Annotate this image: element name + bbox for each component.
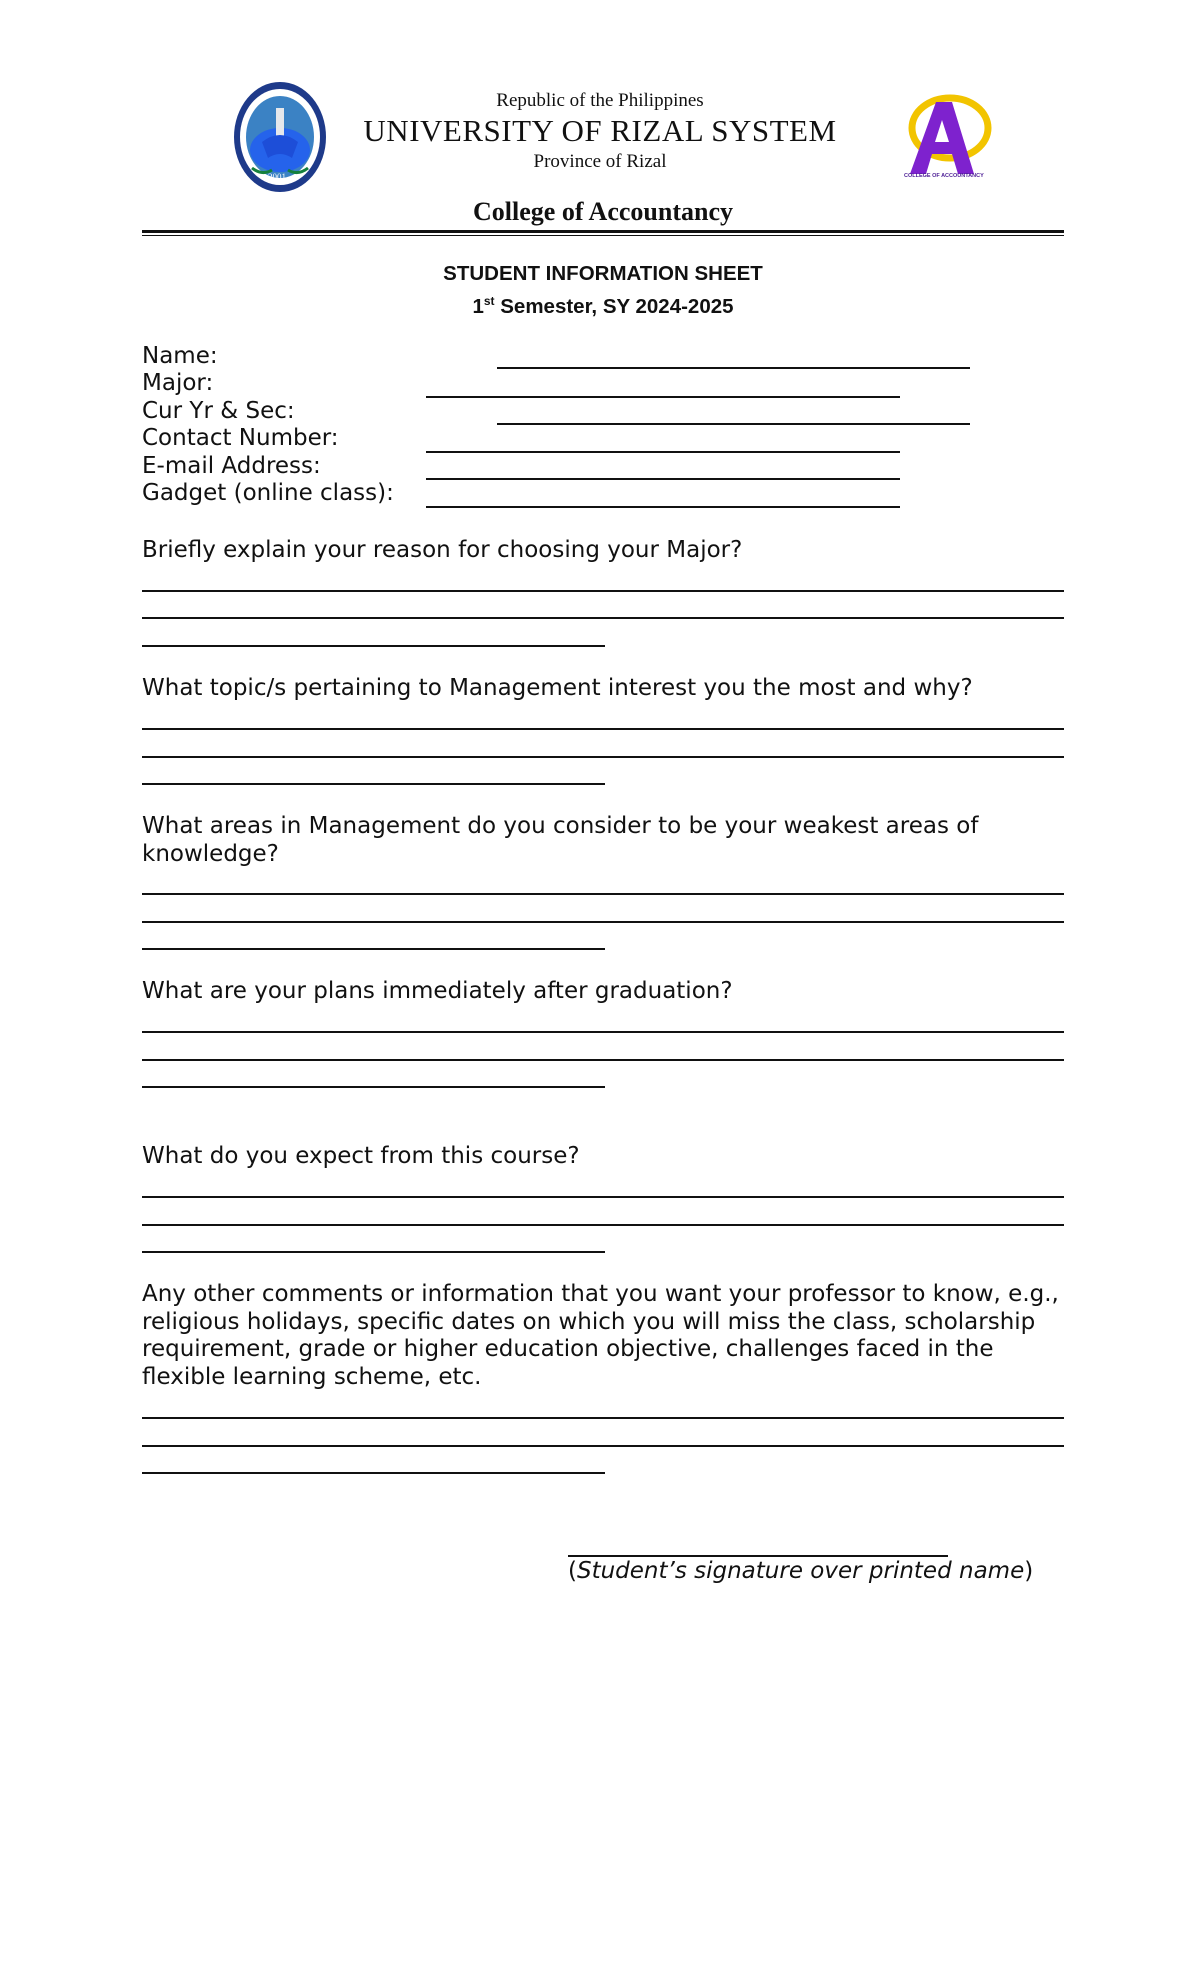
signature-close-paren: ) [1024, 1558, 1034, 1584]
header-province: Province of Rizal [533, 151, 667, 172]
answer-line[interactable] [142, 893, 1064, 895]
name-label: Name: [142, 343, 218, 369]
header-rule-bottom [142, 235, 1064, 236]
question-management-topics: What topic/s pertaining to Management interest you the most and why? [142, 675, 973, 701]
answer-line[interactable] [142, 1086, 605, 1088]
header-university: UNIVERSITY OF RIZAL SYSTEM [363, 113, 837, 148]
gadget-line[interactable] [426, 506, 900, 508]
contact-label: Contact Number: [142, 425, 339, 451]
signature-caption [568, 1557, 1033, 1585]
semester-text: Semester, SY 2024-2025 [494, 294, 734, 318]
question-weakest-areas: What areas in Management do you consider to be your weakest areas of knowledge? [142, 813, 979, 867]
question-course-expectations: What do you expect from this course? [142, 1143, 580, 1169]
answer-line[interactable] [142, 783, 605, 785]
semester-suffix: st [483, 294, 495, 308]
answer-line[interactable] [142, 1031, 1064, 1033]
sheet-title: STUDENT INFORMATION SHEET [443, 262, 763, 285]
question-other-comments: Any other comments or information that you want your professor to know, e.g., religious holidays, specific dates on which you will miss the class, scholarship requirement, grade or higher education objective, challenges faced in the flexible learning scheme, etc. [142, 1281, 1059, 1390]
answer-line[interactable] [142, 1445, 1064, 1447]
semester-number: 1 [472, 294, 484, 318]
signature-open-paren: ( [568, 1558, 577, 1584]
college-logo-caption: COLLEGE OF ACCOUNTANCY [904, 173, 984, 179]
answer-line[interactable] [142, 617, 1064, 619]
semester-line [0, 289, 1200, 319]
answer-line[interactable] [142, 1196, 1064, 1198]
signature-label: Student’s signature over printed name [576, 1558, 1025, 1584]
answer-line[interactable] [142, 1472, 605, 1474]
answer-line[interactable] [142, 645, 605, 647]
answer-line[interactable] [142, 756, 1064, 758]
answer-line[interactable] [142, 948, 605, 950]
answer-line[interactable] [142, 728, 1064, 730]
header-republic: Republic of the Philippines [496, 90, 704, 111]
major-line[interactable] [426, 396, 900, 398]
question-graduation-plans: What are your plans immediately after graduation? [142, 978, 733, 1004]
answer-line[interactable] [142, 1224, 1064, 1226]
year-section-line[interactable] [497, 423, 970, 425]
college-name: College of Accountancy [473, 197, 733, 226]
answer-line[interactable] [142, 1059, 1064, 1061]
college-logo [900, 90, 992, 186]
question-major-reason: Briefly explain your reason for choosing your Major? [142, 537, 743, 563]
header-rule-top [142, 230, 1064, 233]
answer-line[interactable] [142, 1251, 605, 1253]
year-section-label: Cur Yr & Sec: [142, 398, 295, 424]
answer-line[interactable] [142, 1417, 1064, 1419]
seal-year: 2001 [268, 172, 286, 182]
answer-line[interactable] [142, 921, 1064, 923]
email-label: E-mail Address: [142, 453, 321, 479]
name-line[interactable] [497, 367, 970, 369]
contact-line[interactable] [426, 451, 900, 453]
major-label: Major: [142, 370, 214, 396]
answer-line[interactable] [142, 590, 1064, 592]
email-line[interactable] [426, 478, 900, 480]
gadget-label: Gadget (online class): [142, 480, 394, 506]
